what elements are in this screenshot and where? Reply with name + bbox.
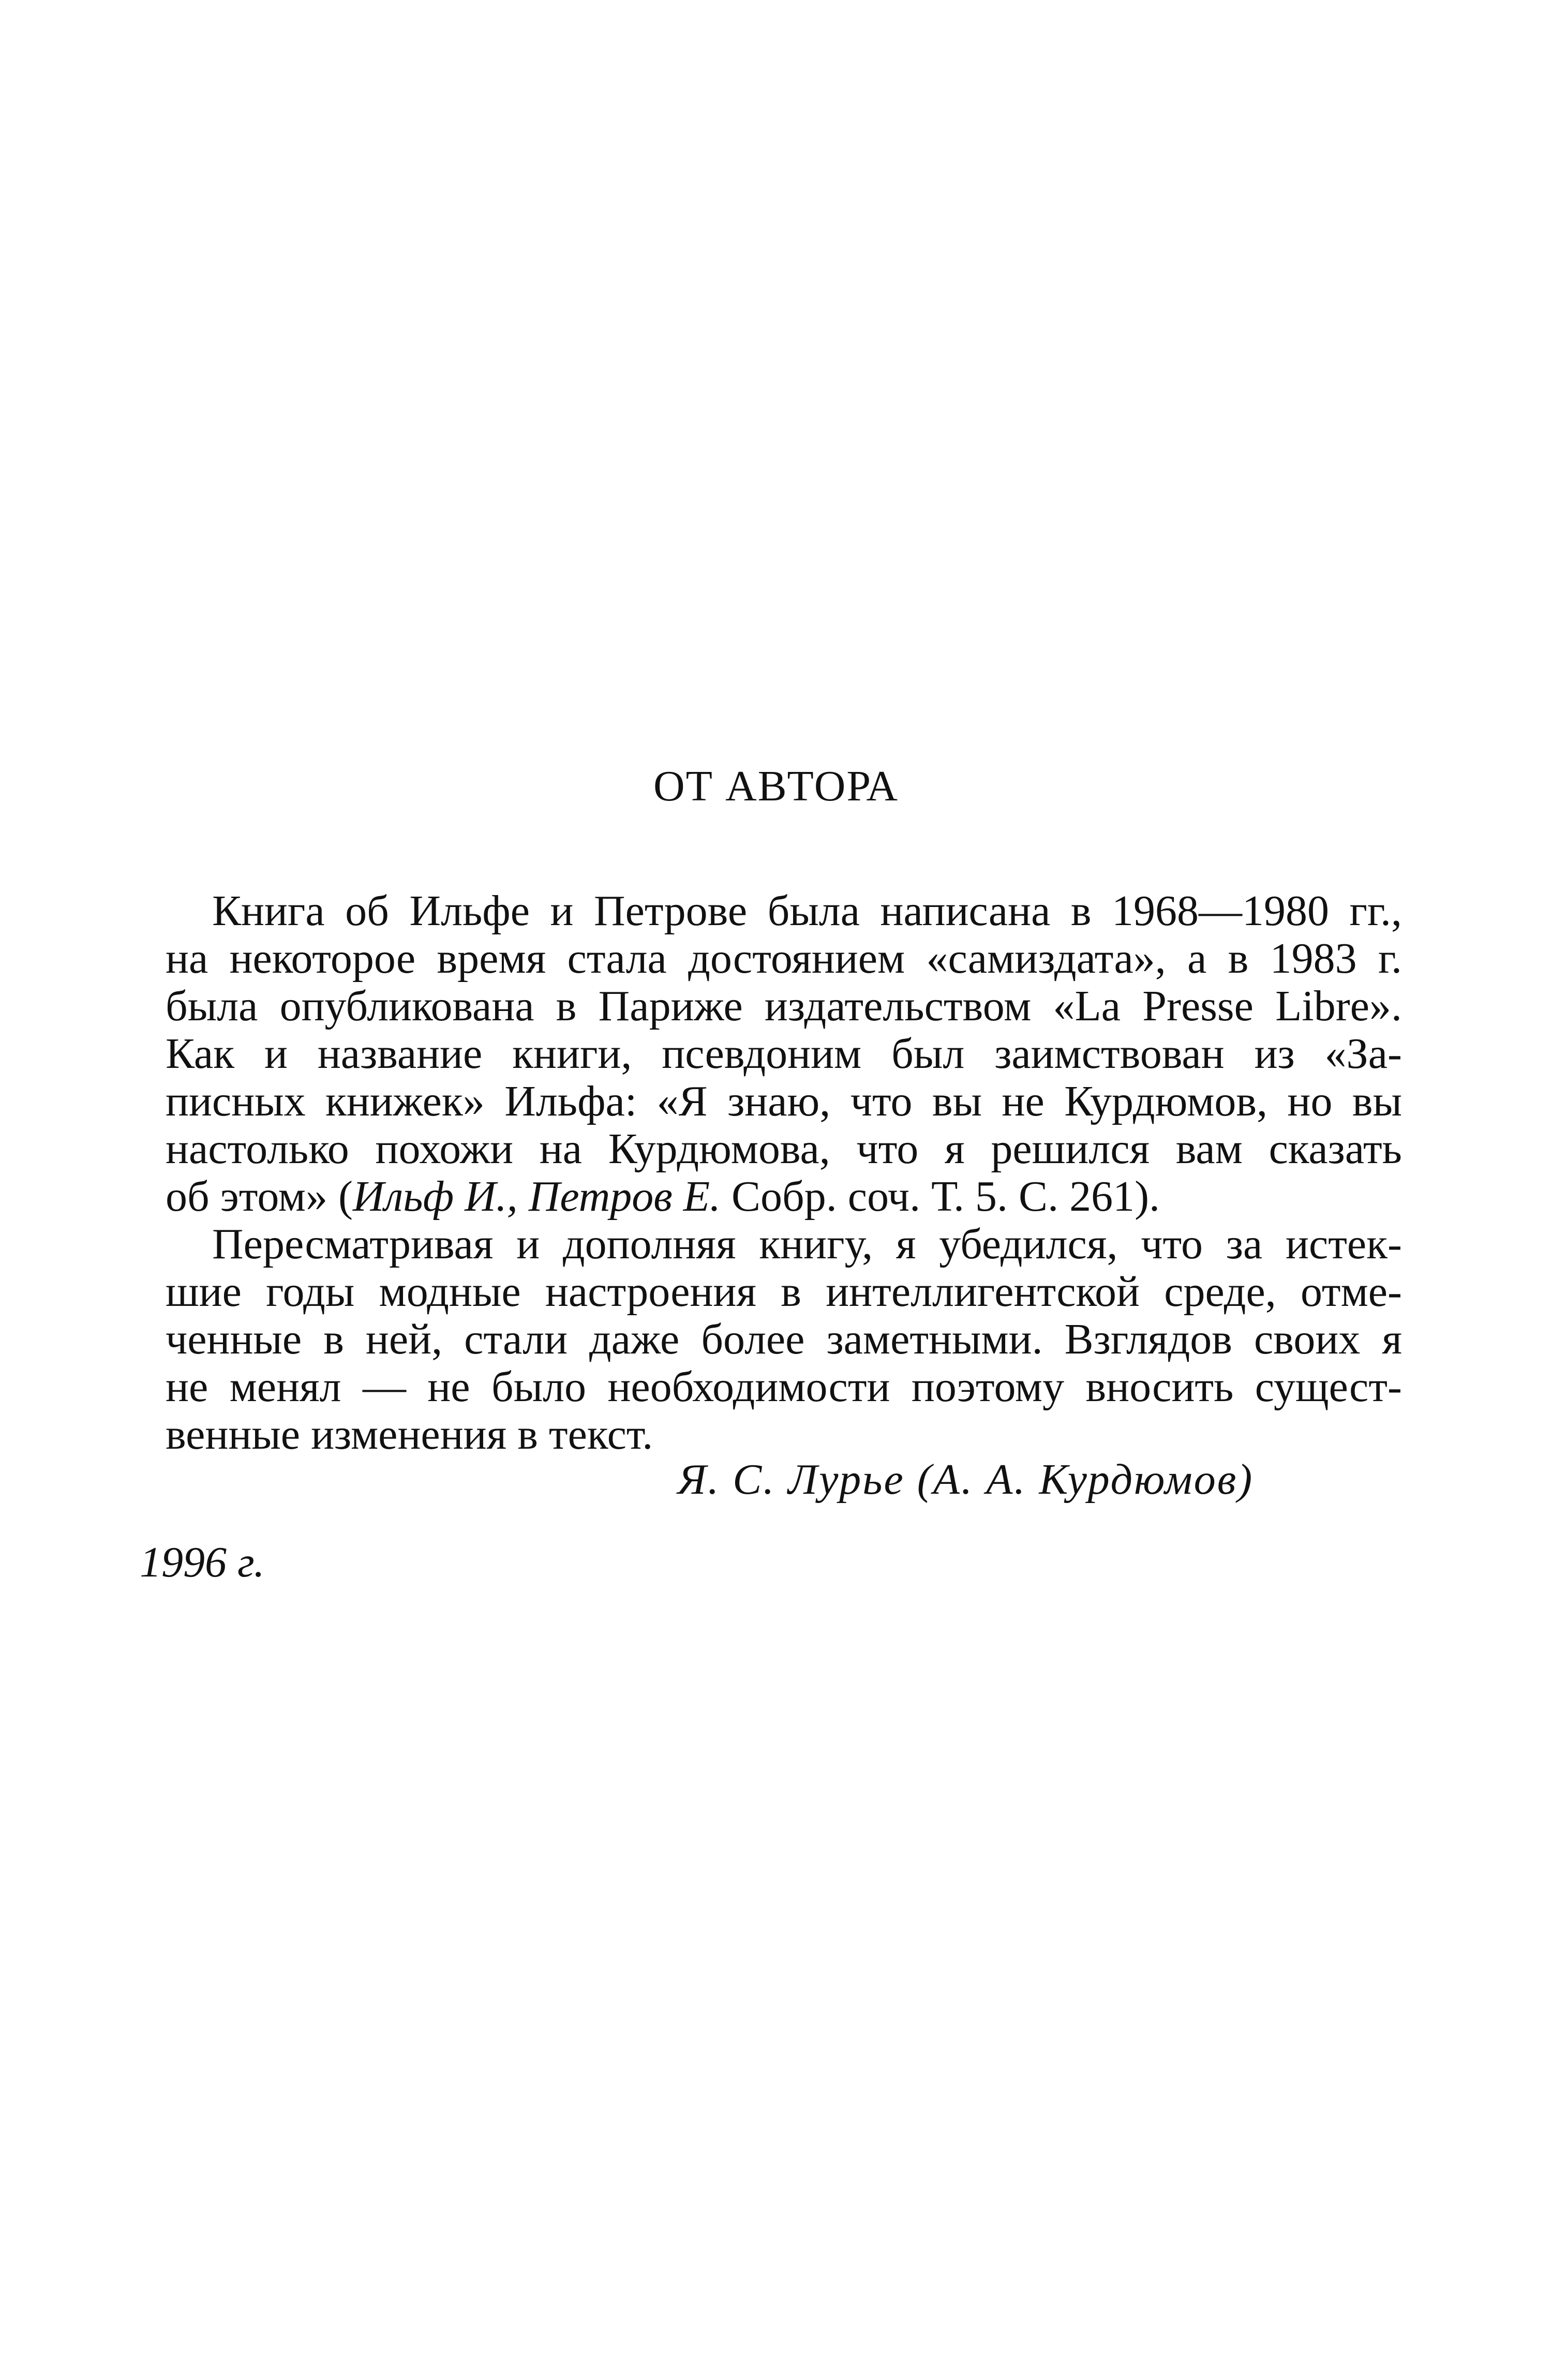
page-heading: ОТ АВТОРА — [653, 762, 899, 810]
citation-prefix: об этом» ( — [166, 1172, 353, 1221]
body-text — [166, 887, 1402, 1459]
text-line: венные изменения в текст. — [166, 1410, 653, 1459]
text-line: настолько похожи на Курдюмова, что я решился вам сказать — [166, 1125, 1402, 1173]
paragraph-1 — [166, 887, 1402, 1221]
text-line-citation — [166, 1173, 1402, 1221]
author-signature: Я. С. Лурье (А. А. Курдюмов) — [678, 1455, 1254, 1504]
citation-source: Собр. соч. Т. 5. С. 261). — [721, 1172, 1160, 1221]
text-line: шие годы модные настроения в интеллигентской среде, отме- — [166, 1268, 1402, 1316]
text-line: писных книжек» Ильфа: «Я знаю, что вы не Курдюмов, но вы — [166, 1077, 1402, 1125]
paragraph-2 — [166, 1220, 1402, 1459]
text-line: на некоторое время стала достоянием «самиздата», а в 1983 г. — [166, 934, 1402, 983]
citation-authors: Ильф И., Петров Е. — [352, 1172, 721, 1221]
text-line: Пересматривая и дополняя книгу, я убедился, что за истек- — [212, 1220, 1402, 1268]
text-line: не менял — не было необходимости поэтому вносить сущест- — [166, 1363, 1402, 1411]
text-line: ченные в ней, стали даже более заметными. Взглядов своих я — [166, 1315, 1402, 1363]
text-line: была опубликована в Париже издательством «La Presse Libre». — [166, 982, 1402, 1030]
text-line: Книга об Ильфе и Петрове была написана в 1968—1980 гг., — [212, 887, 1402, 935]
date-line: 1996 г. — [140, 1538, 265, 1586]
text-line: Как и название книги, псевдоним был заимствован из «За- — [166, 1030, 1402, 1078]
